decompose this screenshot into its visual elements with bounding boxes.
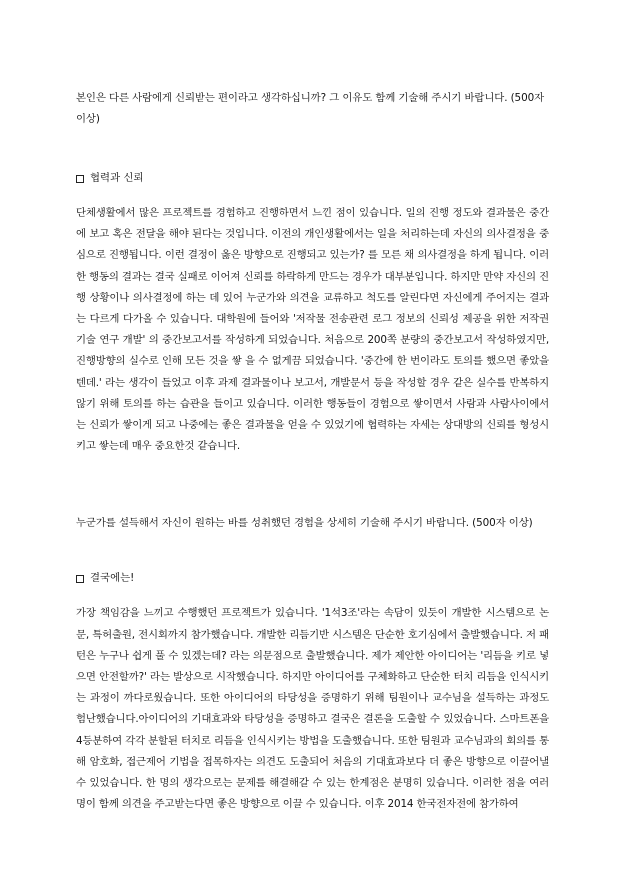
section-heading-1: [76, 168, 549, 189]
answer-1: 단체생활에서 많은 프로젝트를 경험하고 진행하면서 느낀 점이 있습니다. 일의 진행 정도와 결과물은 중간에 보고 혹은 전달을 해야 된다는 것입니다. 이전의 개인생활에서는 일을 처리하는데 자신의 의사결정을 중심으로 진행됩니다. 이런 결정이 옳은 방향으로 진행되고 있는가? 를 모른 채 의사결정을 하게 됩니다. 이러한 행동의 결과는 결국 실패로 이어져 신뢰를 하락하게 만드는 경우가 대부분입니다. 하지만 만약 자신의 진행 상황이나 의사결정에 하는 데 있어 누군가와 의견을 교류하고 척도를 알린다면 자신에게 주어지는 결과는 다르게 다가올 수 있습니다. 대학원에 들어와 '저작물 전송관련 로그 정보의 신뢰성 제공을 위한 저작권 기술 연구 개발' 의 중간보고서를 작성하게 되었습니다. 처음으로 200쪽 분량의 중간보고서 작성하였지만, 진행방향의 실수로 인해 모든 것을 쌓 을 수 없게끔 되었습니다. '중간에 한 번이라도 토의를 했으면 좋았을 텐데.' 라는 생각이 들었고 이후 과제 결과물이나 보고서, 개발문서 등을 작성할 경우 같은 실수를 반복하지 않기 위해 토의를 하는 습관을 들이고 있습니다. 이러한 행동들이 경험으로 쌓이면서 사람과 사람사이에서는 신뢰가 쌓이게 되고 나중에는 좋은 결과물을 얻을 수 있었기에 협력하는 자세는 상대방의 신뢰를 형성시키고 쌓는데 매우 중요한것 같습니다.: [76, 207, 549, 453]
question-1: 본인은 다른 사람에게 신뢰받는 편이라고 생각하십니까? 그 이유도 함께 기술해 주시기 바랍니다. (500자 이상): [76, 92, 545, 125]
checkbox-bullet-icon: [76, 175, 84, 183]
section-heading-1-text: 협력과 신뢰: [90, 172, 144, 184]
section-heading-2-text: 결국에는!: [90, 572, 135, 585]
question-2: 누군가를 설득해서 자신이 원하는 바를 성취했던 경험을 상세히 기술해 주시기 바랍니다. (500자 이상): [76, 517, 533, 530]
checkbox-bullet-icon: [76, 575, 84, 583]
document-content: [76, 88, 549, 815]
answer-2: 가장 책임감을 느끼고 수행했던 프로젝트가 있습니다. '1석3조'라는 속담이 있듯이 개발한 시스템으로 논문, 특허출원, 전시회까지 참가했습니다. 개발한 리듬기반 시스템은 단순한 호기심에서 출발했습니다. 저 패턴은 누구나 쉽게 풀 수 있겠는데? 라는 의문점으로 출발했습니다. 제가 제안한 아이디어는 '리듬을 키로 넣으면 안전할까?' 라는 발상으로 시작했습니다. 하지만 아이디어를 구체화하고 단순한 터치 리듬을 인식시키는 과정이 까다로웠습니다. 또한 아이디어의 타당성을 증명하기 위해 팀원이나 교수님을 설득하는 과정도 험난했습니다.아이디어의 기대효과와 타당성을 증명하고 결국은 결론을 도출할 수 있었습니다. 스마트폰을 4등분하여 각각 분할된 터치로 리듬을 인식시키는 방법을 도출했습니다. 또한 팀원과 교수님과의 회의를 통해 암호화, 접근제어 기법을 접목하자는 의견도 도출되어 처음의 기대효과보다 더 좋은 방향으로 이끌어낼 수 있었습니다. 한 명의 생각으로는 문제를 해결해갈 수 있는 한계점은 분명히 있습니다. 이러한 점을 여러 명이 함께 의견을 주고받는다면 좋은 방향으로 이끌 수 있습니다. 이후 2014 한국전자전에 참가하여: [76, 607, 549, 811]
section-heading-2: [76, 568, 549, 589]
